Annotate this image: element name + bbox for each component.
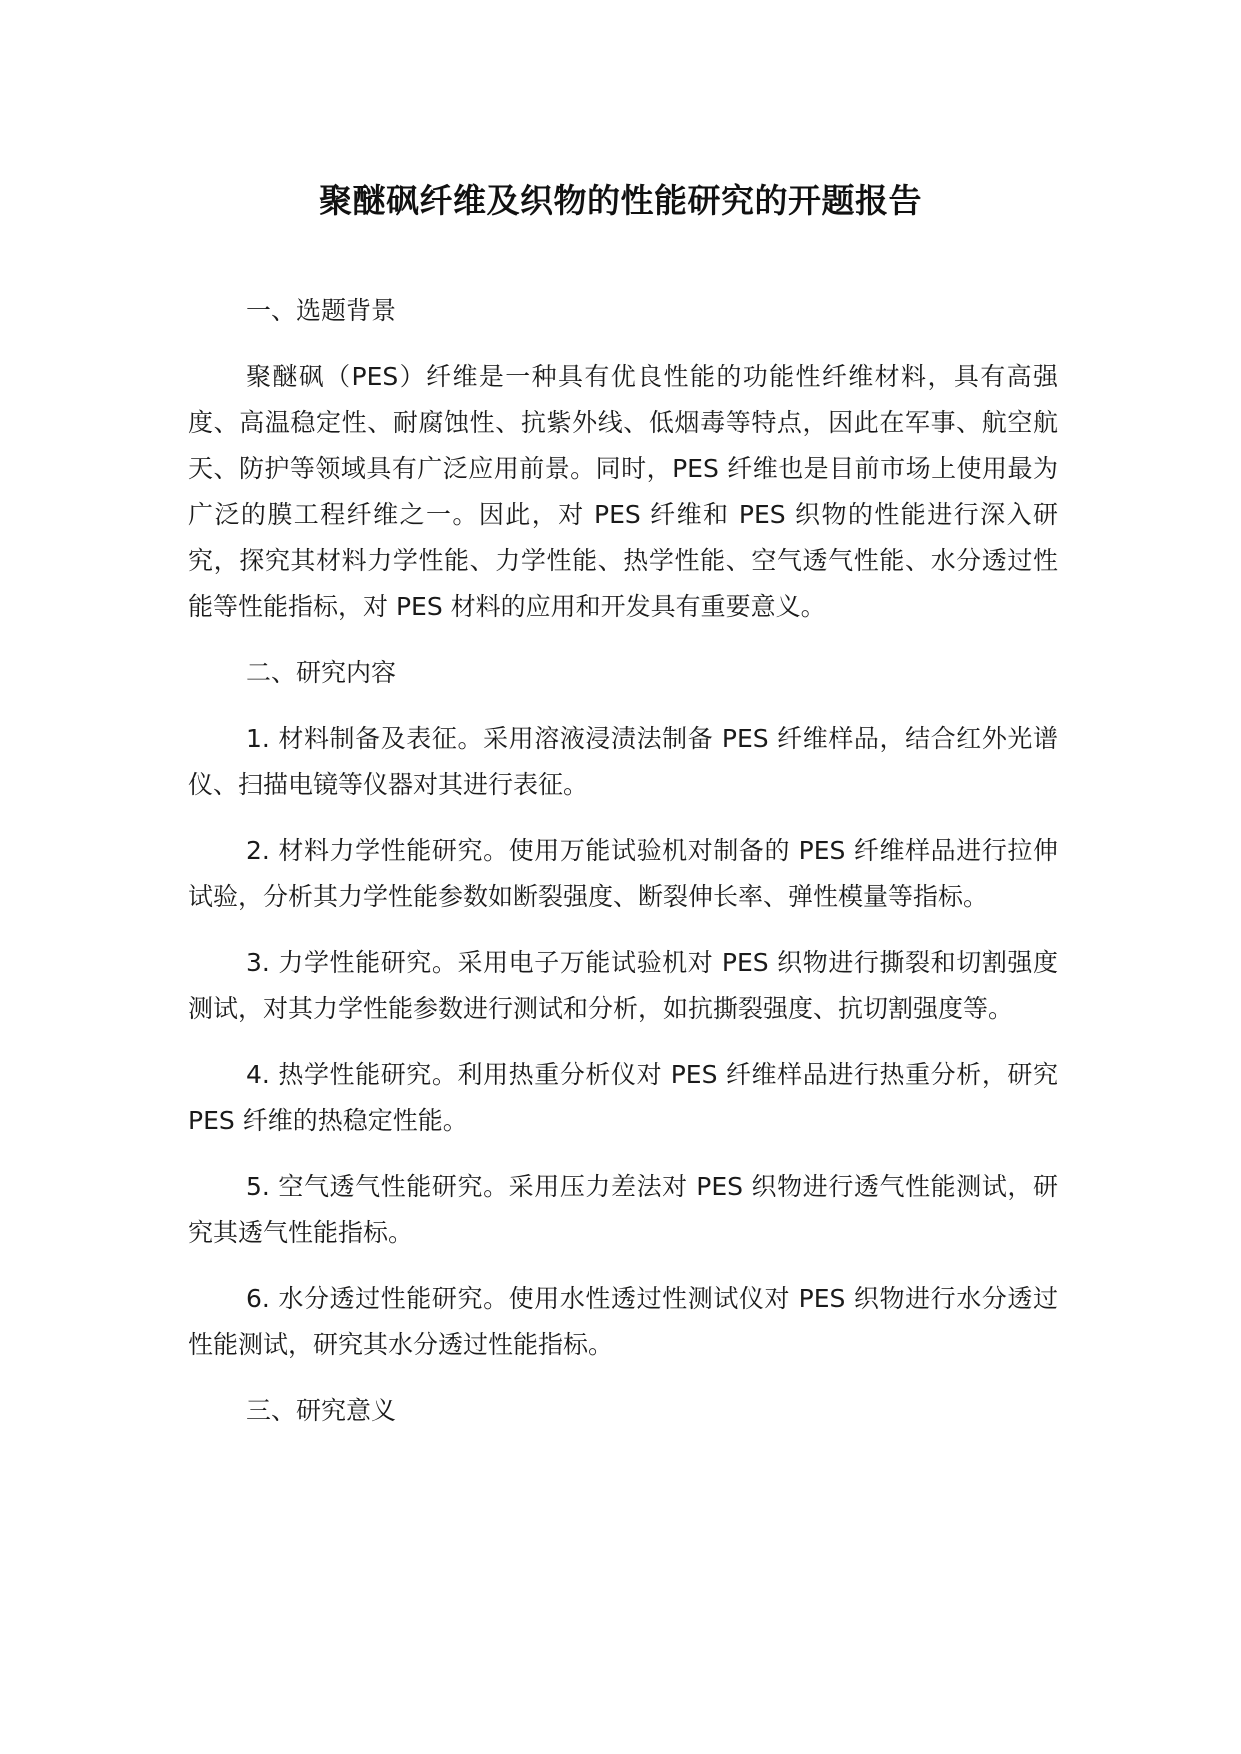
- document-body: [188, 288, 1058, 1454]
- research-item-4: 4. 热学性能研究。利用热重分析仪对 PES 纤维样品进行热重分析，研究 PES 纤维的热稳定性能。: [188, 1060, 1058, 1135]
- document-title: 聚醚砜纤维及织物的性能研究的开题报告: [319, 181, 922, 220]
- section-heading-background: 一、选题背景: [246, 296, 397, 325]
- research-item-5: 5. 空气透气性能研究。采用压力差法对 PES 织物进行透气性能测试，研究其透气性能指标。: [188, 1172, 1058, 1247]
- research-item-2: 2. 材料力学性能研究。使用万能试验机对制备的 PES 纤维样品进行拉伸试验，分析其力学性能参数如断裂强度、断裂伸长率、弹性模量等指标。: [188, 836, 1058, 911]
- section-heading-research-content: 二、研究内容: [246, 658, 397, 687]
- research-item-6: 6. 水分透过性能研究。使用水性透过性测试仪对 PES 织物进行水分透过性能测试，研究其水分透过性能指标。: [188, 1284, 1058, 1359]
- section-heading-significance: 三、研究意义: [246, 1396, 397, 1425]
- research-item-3: 3. 力学性能研究。采用电子万能试验机对 PES 织物进行撕裂和切割强度测试，对其力学性能参数进行测试和分析，如抗撕裂强度、抗切割强度等。: [188, 948, 1058, 1023]
- research-item-1: 1. 材料制备及表征。采用溶液浸渍法制备 PES 纤维样品，结合红外光谱仪、扫描电镜等仪器对其进行表征。: [188, 724, 1058, 799]
- background-paragraph: 聚醚砜（PES）纤维是一种具有优良性能的功能性纤维材料，具有高强度、高温稳定性、耐腐蚀性、抗紫外线、低烟毒等特点，因此在军事、航空航天、防护等领域具有广泛应用前景。同时，PES 纤维也是目前市场上使用最为广泛的膜工程纤维之一。因此，对 PES 纤维和 PES 织物的性能进行深入研究，探究其材料力学性能、力学性能、热学性能、空气透气性能、水分透过性能等性能指标，对 PES 材料的应用和开发具有重要意义。: [188, 362, 1058, 621]
